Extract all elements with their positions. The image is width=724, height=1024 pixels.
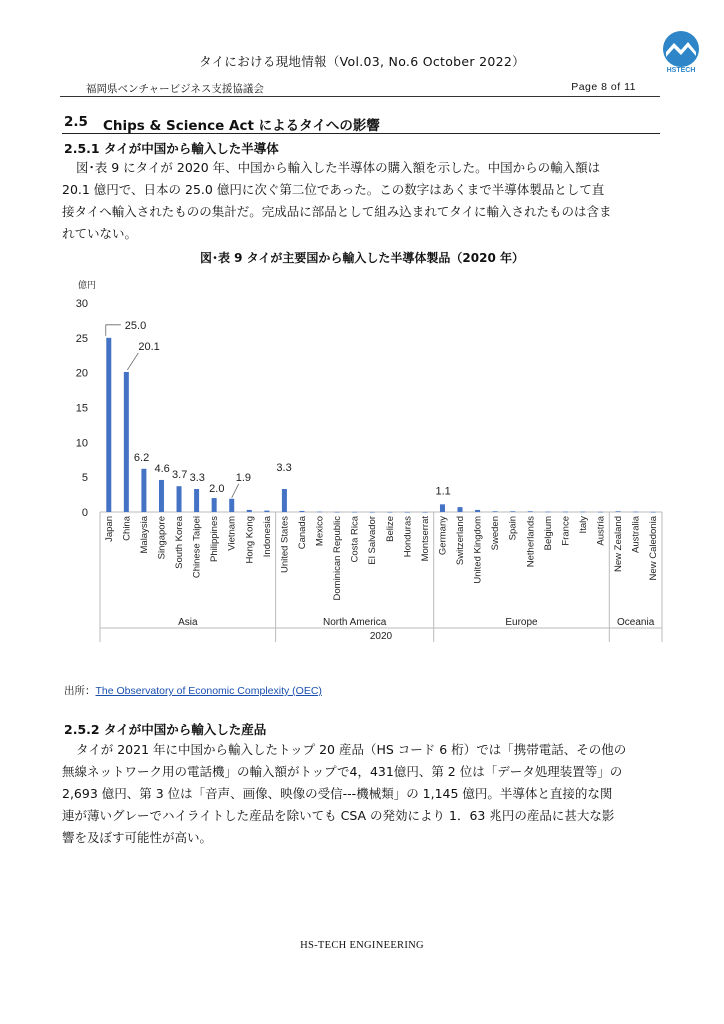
y-tick-label: 0: [81, 507, 88, 519]
x-tick-label: Costa Rica: [349, 516, 361, 563]
x-tick-label: Spain: [507, 516, 519, 541]
bar: [264, 511, 269, 512]
paragraph-line: 連が薄いグレーでハイライトした産品を除いても CSA の発効により 1．63 兆円の産品に甚大な影: [62, 808, 615, 823]
data-label: 6.2: [133, 451, 150, 464]
paragraph-line: 20.1 億円で、日本の 25.0 億円に次ぐ第二位であった。この数字はあくまで半導体製品として直: [62, 182, 605, 197]
x-tick-label: Singapore: [156, 516, 168, 560]
x-tick-label: Honduras: [402, 516, 414, 558]
data-label: 20.1: [138, 340, 160, 353]
bar: [493, 511, 498, 512]
leader-line: [106, 325, 121, 336]
logo-text: HSTECH: [666, 67, 696, 74]
bar: [282, 489, 287, 512]
x-tick-label: New Zealand: [613, 516, 625, 572]
leader-line: [127, 353, 138, 370]
paragraph-line: 接タイへ輸入されたものの集計だ。完成品に部品として組み込まれてタイに輸入されたものは含ま: [62, 204, 612, 219]
subsection-title-2: 2.5.2 タイが中国から輸入した産品: [64, 722, 267, 737]
x-tick-label: Mexico: [314, 516, 326, 547]
x-tick-label: Japan: [103, 516, 115, 542]
bar: [545, 512, 550, 513]
x-tick-label: Chinese Taipei: [191, 516, 203, 579]
bar: [440, 504, 445, 512]
x-tick-label: Montserrat: [419, 516, 431, 562]
x-tick-label: Belize: [384, 516, 396, 542]
x-tick-label: Hong Kong: [244, 516, 256, 564]
x-tick-label: Italy: [577, 516, 589, 534]
bar: [299, 511, 304, 512]
bar: [177, 486, 182, 512]
bar: [528, 511, 533, 512]
header-title: タイにおける現地情報（Vol.03, No.6 October 2022）: [199, 54, 525, 69]
x-tick-label: Netherlands: [525, 516, 537, 568]
paragraph-1: [62, 157, 662, 245]
data-label: 1.1: [435, 485, 451, 498]
bar: [212, 498, 217, 512]
paragraph-line: タイが 2021 年に中国から輸入したトップ 20 産品（HS コード 6 桁）では「携帯電話、その他の: [76, 742, 627, 757]
group-label: Oceania: [617, 617, 655, 628]
paragraph-line: 無線ネットワーク用の電話機」の輸入額がトップで4，431億円、第 2 位は「データ処理装置等」の: [62, 764, 623, 779]
y-tick-label: 20: [75, 367, 88, 380]
x-tick-label: Malaysia: [138, 516, 150, 554]
bar-chart: [60, 276, 670, 656]
paragraph-line: 響を及ぼす可能性が高い。: [62, 830, 213, 845]
bar: [352, 512, 357, 513]
data-label: 4.6: [154, 462, 170, 475]
bar: [317, 512, 322, 513]
x-tick-label: United Kingdom: [472, 516, 484, 584]
x-tick-label: Sweden: [490, 516, 502, 551]
x-tick-label: Canada: [296, 516, 308, 550]
y-tick-label: 5: [81, 472, 88, 485]
paragraph-2: [62, 739, 662, 849]
x-tick-label: Belgium: [542, 516, 554, 551]
bar: [616, 511, 621, 512]
bar: [370, 512, 375, 513]
bar: [633, 512, 638, 513]
bar: [422, 512, 427, 513]
bar: [458, 507, 463, 512]
bar: [141, 469, 146, 512]
group-label: Asia: [178, 617, 198, 628]
group-label: Europe: [505, 617, 538, 628]
x-tick-label: China: [121, 516, 133, 541]
bar: [247, 510, 252, 512]
y-tick-label: 25: [75, 332, 88, 345]
x-tick-label: El Salvador: [367, 516, 379, 565]
x-tick-label: New Caledonia: [648, 516, 660, 581]
x-tick-label: Germany: [437, 516, 449, 556]
bar: [124, 372, 129, 512]
bar: [510, 511, 515, 512]
company-logo: [662, 30, 700, 74]
bar: [580, 512, 585, 513]
bar: [194, 489, 199, 512]
x-tick-label: Dominican Republic: [332, 516, 344, 601]
data-label: 3.7: [172, 469, 188, 482]
bar: [475, 510, 480, 512]
x-tick-label: Australia: [630, 516, 642, 553]
data-label: 3.3: [276, 462, 292, 475]
page-number: Page 8 of 11: [571, 81, 636, 93]
x-tick-label: South Korea: [174, 516, 186, 569]
group-label: North America: [322, 617, 387, 628]
bar: [159, 480, 164, 512]
bar: [229, 499, 234, 512]
y-tick-label: 15: [75, 402, 88, 415]
organization-name: 福岡県ベンチャービジネス支援協議会: [86, 83, 264, 95]
x-tick-label: Switzerland: [455, 516, 467, 566]
x-tick-label: Austria: [595, 516, 607, 546]
section-divider: [62, 133, 660, 134]
section-title: Chips & Science Act によるタイへの影響: [103, 118, 380, 134]
data-label: 25.0: [124, 319, 147, 332]
subsection-title-1: 2.5.1 タイが中国から輸入した半導体: [64, 141, 279, 156]
y-tick-label: 10: [75, 437, 88, 450]
bar: [106, 338, 111, 512]
data-label: 1.9: [235, 471, 252, 484]
bar: [405, 512, 410, 513]
figure-caption: 図･表 9 タイが主要国から輸入した半導体製品（2020 年）: [199, 251, 525, 265]
bar: [335, 512, 340, 513]
paragraph-line: れていない。: [62, 226, 138, 241]
leader-line: [232, 484, 239, 498]
x-tick-label: Philippines: [209, 516, 221, 562]
x-tick-label: Indonesia: [261, 516, 273, 558]
paragraph-line: 図･表 9 にタイが 2020 年、中国から輸入した半導体の購入額を示した。中国からの輸入額は: [76, 160, 601, 175]
y-tick-label: 30: [75, 298, 88, 310]
x-tick-label: Vietnam: [226, 516, 238, 551]
bar: [563, 512, 568, 513]
bar: [651, 512, 656, 513]
x-axis-label: 2020: [369, 631, 393, 642]
paragraph-line: 2,693 億円、第 3 位は「音声、画像、映像の受信---機械類」の 1,145 億円。半導体と直接的な関: [62, 786, 613, 801]
x-tick-label: France: [560, 516, 572, 546]
source-line: [64, 683, 322, 698]
bar: [387, 512, 392, 513]
header-divider: [60, 96, 660, 97]
footer-text: HS-TECH ENGINEERING: [300, 940, 424, 951]
section-number: 2.5: [64, 114, 88, 130]
source-link[interactable]: The Observatory of Economic Complexity (OEC): [95, 685, 322, 697]
source-prefix: 出所：: [64, 685, 96, 697]
bar: [598, 512, 603, 513]
data-label: 3.3: [189, 472, 205, 485]
data-label: 2.0: [209, 483, 225, 496]
y-axis-label: 億円: [78, 280, 97, 290]
x-tick-label: United States: [279, 516, 291, 574]
